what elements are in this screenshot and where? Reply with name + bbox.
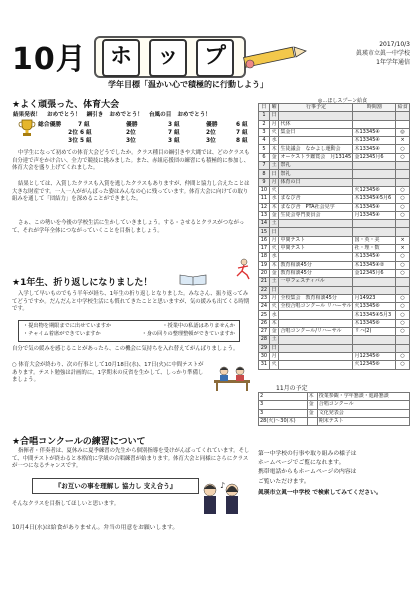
weekday-cell: 日	[269, 344, 279, 352]
event-cell	[279, 344, 353, 352]
event-cell	[279, 352, 353, 360]
schedule-row	[259, 120, 410, 128]
event-cell: 中間テスト	[279, 236, 353, 244]
grade-goal: 学年目標「温かい心で積極的に行動しよう」	[108, 80, 268, 89]
event-cell: 祭礼	[279, 170, 353, 178]
event-cell: 全校集会 教育相談45分	[279, 294, 353, 302]
schedule-row	[259, 336, 410, 344]
halfway-heading: ★1年生、折り返しになりました！	[12, 278, 153, 288]
schedule-row	[259, 261, 410, 269]
day-cell: 10	[259, 186, 270, 194]
timetable-cell: 国・英・美	[353, 236, 396, 244]
schedule-row	[259, 328, 410, 336]
schedule-row	[259, 145, 410, 153]
lunch-cell: ○	[396, 319, 410, 327]
chorus-closing: そんなクラスを目指してほしいと思います。	[12, 501, 120, 507]
month-title: 10月	[12, 42, 87, 77]
award-cell: 6 組	[236, 122, 248, 128]
event-cell	[279, 253, 353, 261]
day-cell: 25	[259, 311, 270, 319]
day-cell: 28	[259, 336, 270, 344]
event-cell	[279, 137, 353, 145]
event-cell	[279, 186, 353, 194]
timetable-cell: 木13345④②	[353, 261, 396, 269]
timetable-cell: 金12345月6	[353, 153, 396, 161]
schedule-row	[259, 178, 410, 186]
day-cell: 17	[259, 245, 270, 253]
next-month-row	[259, 417, 410, 425]
weekday-cell: 月	[269, 178, 279, 186]
lunch-cell: ○	[396, 269, 410, 277]
lunch-cell	[396, 178, 410, 186]
weekday-cell: 金	[269, 328, 279, 336]
lunch-cell	[396, 336, 410, 344]
timetable-cell	[353, 178, 396, 186]
lunch-cell: ○	[396, 361, 410, 369]
event-cell: 授業参観・学年懇談・進路懇談	[317, 393, 409, 401]
lunch-legend: ◎…ほしスプーン給食	[318, 98, 368, 104]
lunch-cell	[396, 170, 410, 178]
award-cell: 2位	[206, 130, 216, 136]
schedule-row	[259, 245, 410, 253]
issue-date: 2017/10/3	[379, 41, 410, 48]
schedule-row	[259, 220, 410, 228]
next-month-row	[259, 393, 410, 401]
title-char-2: ッ	[149, 39, 187, 77]
event-cell	[279, 319, 353, 327]
lunch-cell: ○	[396, 294, 410, 302]
timetable-cell: 月12345⑥	[353, 352, 396, 360]
award-cell: 8 組	[236, 138, 248, 144]
schedule-row	[259, 278, 410, 286]
schedule-row	[259, 203, 410, 211]
timetable-cell: 月13345④	[353, 211, 396, 219]
timetable-cell: 木13345⑥	[353, 319, 396, 327]
timetable-cell: 月14923	[353, 294, 396, 302]
search-suffix: で検索してみてください。	[310, 489, 382, 496]
lunch-cell: ×	[396, 137, 410, 145]
event-cell: 期末テスト	[317, 417, 409, 425]
event-cell: 一中フェスティバル	[279, 278, 353, 286]
weekday-cell: 火	[269, 186, 279, 194]
weekday-cell: 木	[269, 203, 279, 211]
weekday-cell: 火	[269, 361, 279, 369]
day-cell: 12	[259, 203, 270, 211]
award-cell: 6 組	[80, 130, 92, 136]
schedule-row	[259, 286, 410, 294]
day-cell: 18	[259, 253, 270, 261]
notice-line: 携帯電話からもホームページの内容は	[258, 469, 357, 476]
day-cell: 24	[259, 303, 270, 311]
trophy-icon	[18, 118, 36, 138]
newsletter-title-banner	[94, 36, 246, 78]
notice-line: ホームページでご覧になれます。	[258, 460, 345, 467]
award-cell: 総合優勝	[38, 122, 62, 128]
col-header-timetable: 時間割	[353, 104, 396, 112]
day-cell: 14	[259, 220, 270, 228]
lunch-cell: ○	[396, 195, 410, 203]
timetable-cell	[353, 162, 396, 170]
day-cell: 3	[259, 401, 308, 409]
day-cell: 2	[259, 120, 270, 128]
lunch-cell	[396, 162, 410, 170]
title-char-3: プ	[196, 39, 234, 77]
timetable-cell: 火13345⑥	[353, 303, 396, 311]
day-cell: 15	[259, 228, 270, 236]
weekday-cell: 日	[269, 170, 279, 178]
event-cell: 生徒会専門委員会	[279, 211, 353, 219]
day-cell: 23	[259, 294, 270, 302]
schedule-row	[259, 352, 410, 360]
col-header-event: 行事予定	[279, 104, 353, 112]
weekday-cell: 月	[269, 352, 279, 360]
event-cell: オーケストラ鑑賞会 月13145	[280, 153, 352, 160]
day-cell: 13	[259, 211, 270, 219]
runner-illustration	[232, 258, 254, 280]
chorus-heading: ★合唱コンクールの練習について	[12, 437, 146, 447]
weekday-cell: 日	[269, 112, 279, 120]
day-cell: 7	[259, 162, 270, 170]
lunch-notice: 10月4日(水)は給食がありません。弁当の用意をお願いします。	[12, 525, 179, 531]
award-header: 綱引き	[86, 112, 104, 118]
event-cell	[279, 286, 353, 294]
schedule-row	[259, 137, 410, 145]
event-cell	[279, 112, 353, 120]
sports-heading: ★よく頑張った、体育大会	[12, 100, 120, 110]
svg-text:♪: ♪	[220, 481, 226, 490]
check-item: ・提出物を期限までに出せていますか	[23, 323, 112, 329]
col-header-day: 日	[259, 104, 270, 112]
event-cell: 合唱コンクール/リハーサル	[279, 328, 353, 336]
check-item: ・授業中の私語はありませんか	[162, 323, 235, 329]
weekday-cell	[307, 417, 317, 425]
weekday-cell: 金	[269, 211, 279, 219]
lunch-cell: ○	[396, 186, 410, 194]
next-month-row	[259, 409, 410, 417]
sports-body-2: 結果としては、入賞したクラスも入賞を逃したクラスもありますが、仲間と協力し合えたことは大きな財産です。一人一人ががんばった姿はみんなの心に残っています。体育大会に向けての取り組みを通して「団結力」を深めることができました。	[12, 181, 250, 203]
next-month-title: 11月の予定	[276, 385, 308, 392]
weekday-cell: 金	[307, 401, 317, 409]
weekday-cell: 月	[269, 236, 279, 244]
weekday-cell: 日	[269, 228, 279, 236]
award-header: おめでとう！	[177, 112, 211, 118]
award-cell: 3 組	[168, 138, 180, 144]
weekday-cell: 土	[269, 278, 279, 286]
weekday-cell: 土	[269, 162, 279, 170]
lunch-cell: ○	[396, 261, 410, 269]
day-cell: 3	[259, 409, 308, 417]
lunch-cell	[396, 112, 410, 120]
day-cell: 26	[259, 319, 270, 327]
choir-illustration	[196, 480, 250, 520]
lunch-cell: ○	[396, 311, 410, 319]
weekday-cell: 土	[269, 220, 279, 228]
november-schedule-table	[258, 392, 410, 426]
weekday-cell: 木	[307, 393, 317, 401]
event-cell: まなび舎 PTA社会見学	[279, 203, 353, 211]
col-header-weekday: 曜	[269, 104, 279, 112]
october-schedule-table	[258, 103, 410, 370]
timetable-cell	[353, 220, 396, 228]
event-cell: 中間テスト	[279, 245, 353, 253]
day-cell: 4	[259, 137, 270, 145]
award-header: おめでとう！	[109, 112, 143, 118]
timetable-cell	[353, 112, 396, 120]
event-cell: 教育相談45分	[279, 269, 353, 277]
event-cell	[279, 361, 353, 369]
schedule-row	[259, 211, 410, 219]
school-name: 眞瑛市立眞一中学校	[355, 50, 410, 57]
event-cell: 代休	[279, 120, 353, 128]
award-cell: 7 組	[236, 130, 248, 136]
schedule-row	[259, 112, 410, 120]
day-cell: 22	[259, 286, 270, 294]
timetable-cell: 社・理・数	[353, 245, 396, 253]
schedule-row	[259, 236, 410, 244]
award-cell: 7 組	[168, 130, 180, 136]
schedule-row	[259, 303, 410, 311]
notice-line: ご覧いただけます。	[258, 478, 310, 485]
timetable-cell: 木13345④5月3	[353, 311, 396, 319]
day-cell: 30	[259, 352, 270, 360]
lunch-cell: ◎	[396, 128, 410, 136]
weekday-cell: 金	[269, 269, 279, 277]
award-header: 結果発表！	[13, 112, 41, 118]
students-studying-illustration	[210, 362, 254, 392]
lunch-cell: ○	[396, 203, 410, 211]
lunch-cell: ○	[396, 328, 410, 336]
event-cell: 文化発表会	[317, 409, 409, 417]
timetable-cell	[353, 170, 396, 178]
schedule-row	[259, 269, 410, 277]
weekday-cell: 水	[269, 195, 279, 203]
lunch-cell: ×	[396, 245, 410, 253]
title-char-1: ホ	[102, 39, 140, 77]
lunch-cell: ○	[396, 145, 410, 153]
weekday-cell: 土	[269, 336, 279, 344]
publication-info	[312, 40, 410, 67]
check-item: ・チャイム着席ができていますか	[23, 330, 101, 337]
lunch-cell	[396, 120, 410, 128]
weekday-cell: 木	[269, 261, 279, 269]
schedule-row	[259, 311, 410, 319]
timetable-cell	[353, 336, 396, 344]
award-cell: 3 組	[168, 122, 180, 128]
day-cell: 3	[259, 128, 270, 136]
day-cell: 21	[259, 278, 270, 286]
lunch-cell: ○	[396, 211, 410, 219]
award-cell: 7 組	[78, 122, 90, 128]
lunch-cell: ○	[396, 303, 410, 311]
lunch-cell: ○	[396, 153, 410, 161]
weekday-cell: 木	[269, 145, 279, 153]
timetable-cell: 木13345④	[353, 137, 396, 145]
lunch-cell	[396, 220, 410, 228]
day-cell: 20	[259, 269, 270, 277]
timetable-cell	[353, 120, 396, 128]
event-cell: まなび舎	[279, 195, 353, 203]
timetable-cell: 木13345④	[353, 203, 396, 211]
weekday-cell: 火	[269, 128, 279, 136]
weekday-cell: 水	[269, 137, 279, 145]
schedule-row	[259, 294, 410, 302]
lunch-cell: ○	[396, 352, 410, 360]
weekday-cell: 火	[269, 245, 279, 253]
website-notice	[258, 450, 408, 498]
timetable-cell	[353, 278, 396, 286]
sports-body-3: さぁ、この勢いを今後の学校生活に生かしていきましょう。する・させるとクラスがつながって、それが学年全体につながっていくことを目指しましょう。	[12, 220, 245, 234]
weekday-cell: 月	[269, 120, 279, 128]
lunch-cell	[396, 286, 410, 294]
schedule-row	[259, 162, 410, 170]
book-illustration	[178, 272, 208, 286]
event-cell: 生徒議会 なかよし運動会	[279, 145, 353, 153]
sports-body-1: 中学生になって初めての体育大会どうでしたか。クラス種目の綱引きや大縄では、どのクラスも自分達で声をかけ合い、全力で競技に挑みました。また、赤組応援団の練習にも積極的に参加し、体育大会を盛り上げてくれました。	[12, 150, 250, 172]
day-cell: 11	[259, 195, 270, 203]
event-cell: 祭礼	[279, 162, 353, 170]
timetable-cell: 火12345⑥	[353, 186, 396, 194]
award-cell: 3位	[68, 138, 78, 144]
lunch-cell: ×	[396, 236, 410, 244]
award-cell: 3位	[206, 138, 216, 144]
timetable-cell: 木13345④	[353, 253, 396, 261]
event-cell: 合唱コンクール	[317, 401, 409, 409]
timetable-cell: リハ(2)	[353, 328, 396, 336]
event-cell: 集金日	[279, 128, 353, 136]
event-cell	[279, 336, 353, 344]
self-check-box	[18, 320, 240, 342]
schedule-row	[259, 170, 410, 178]
award-cell: 3位	[126, 138, 136, 144]
issuer-name: 1年学年通信	[376, 59, 410, 66]
award-header: おめでとう！	[46, 112, 81, 118]
day-cell: 5	[259, 145, 270, 153]
schedule-row	[259, 195, 410, 203]
weekday-cell: 水	[269, 253, 279, 261]
schedule-row	[259, 186, 410, 194]
award-cell: 5 組	[80, 138, 92, 144]
lunch-cell	[396, 344, 410, 352]
weekday-cell: 金	[307, 409, 317, 417]
event-cell	[279, 228, 353, 236]
award-cell: 優勝	[126, 122, 138, 128]
schedule-row	[259, 128, 410, 136]
schedule-row	[259, 344, 410, 352]
weekday-cell: 金	[269, 153, 279, 161]
weekday-cell: 木	[269, 319, 279, 327]
schedule-row	[259, 361, 410, 369]
award-cell: 2位	[68, 130, 78, 136]
day-cell: 19	[259, 261, 270, 269]
weekday-cell: 水	[269, 311, 279, 319]
day-cell: 9	[259, 178, 270, 186]
day-cell: 2	[259, 393, 308, 401]
day-cell: 8	[259, 170, 270, 178]
timetable-cell	[353, 286, 396, 294]
lunch-cell	[396, 278, 410, 286]
col-header-lunch: 給食	[397, 104, 408, 111]
halfway-body: 入学して早いものでもう半年が経ち、1年生の折り返しとなりました。みなさん、振り返ってみてどうですか。だんだんと中学校生活にも慣れてきたことと思いますが、気の緩みも出てくる時期です。	[12, 291, 250, 313]
pencil-illustration	[240, 40, 310, 72]
notice-line: 第一中学校の行事や取り組みの様子は	[258, 451, 357, 457]
timetable-cell: 木13345④5月6	[353, 195, 396, 203]
timetable-cell: 金12345月6	[353, 269, 396, 277]
day-cell: 1	[259, 112, 270, 120]
next-month-row	[259, 401, 410, 409]
event-cell: 体育の日	[279, 178, 353, 186]
awards-table	[10, 110, 214, 118]
award-results	[38, 121, 248, 145]
chorus-motto: 『お互いの事を理解し 協力し 支え合う』	[32, 478, 199, 494]
schedule-row	[259, 153, 410, 161]
weekday-cell: 火	[269, 303, 279, 311]
schedule-row	[259, 319, 410, 327]
timetable-cell: 木13345④	[353, 128, 396, 136]
day-cell: 31	[259, 361, 270, 369]
search-keyword: 眞瑛市立眞一中学校	[258, 489, 311, 496]
event-cell: 教育相談45分	[279, 261, 353, 269]
weekday-cell: 月	[269, 294, 279, 302]
timetable-cell: 木13345④	[353, 145, 396, 153]
award-header: 台風の目	[148, 112, 172, 118]
event-cell: 全校合唱コンクール リハーサル	[280, 303, 352, 310]
weekday-cell: 日	[269, 286, 279, 294]
chorus-body: 指揮者・伴奏者は、夏休みに夏季練習の先生から個別指導を受けがんばってくれています。そして、中間テストが終わると本格的に学級の合唱練習が始まります。体育大会と同様にさらにクラスが一つになるチャンスです。	[12, 448, 250, 470]
timetable-cell	[353, 228, 396, 236]
day-cell: 29	[259, 344, 270, 352]
timetable-cell	[353, 344, 396, 352]
day-cell: 27	[259, 328, 270, 336]
day-cell: 28(火)〜30(木)	[259, 417, 308, 425]
award-cell: 2位	[126, 130, 136, 136]
day-cell: 16	[259, 236, 270, 244]
day-cell: 6	[259, 153, 270, 161]
midterm-notice: ○ 体育大会が終わり、次の行事として10月18日(水)、17日(火)に中間テストがあります。テスト勉強は計画的に。1学期末の反省を生かして、しっかり準備しましょう。	[12, 362, 204, 384]
lunch-cell: ○	[396, 253, 410, 261]
award-cell: 優勝	[206, 122, 218, 128]
schedule-row	[259, 228, 410, 236]
halfway-closing: 自分で気の緩みを感じることがあったら、この機会に気持ちを入れ替えてがんばりましょう。	[12, 346, 239, 352]
check-item: ・身の回りの整理整頓ができていますか	[141, 330, 235, 337]
schedule-row	[259, 253, 410, 261]
event-cell	[279, 220, 353, 228]
event-cell	[279, 311, 353, 319]
timetable-cell: 火12345⑥	[353, 361, 396, 369]
lunch-cell	[396, 228, 410, 236]
